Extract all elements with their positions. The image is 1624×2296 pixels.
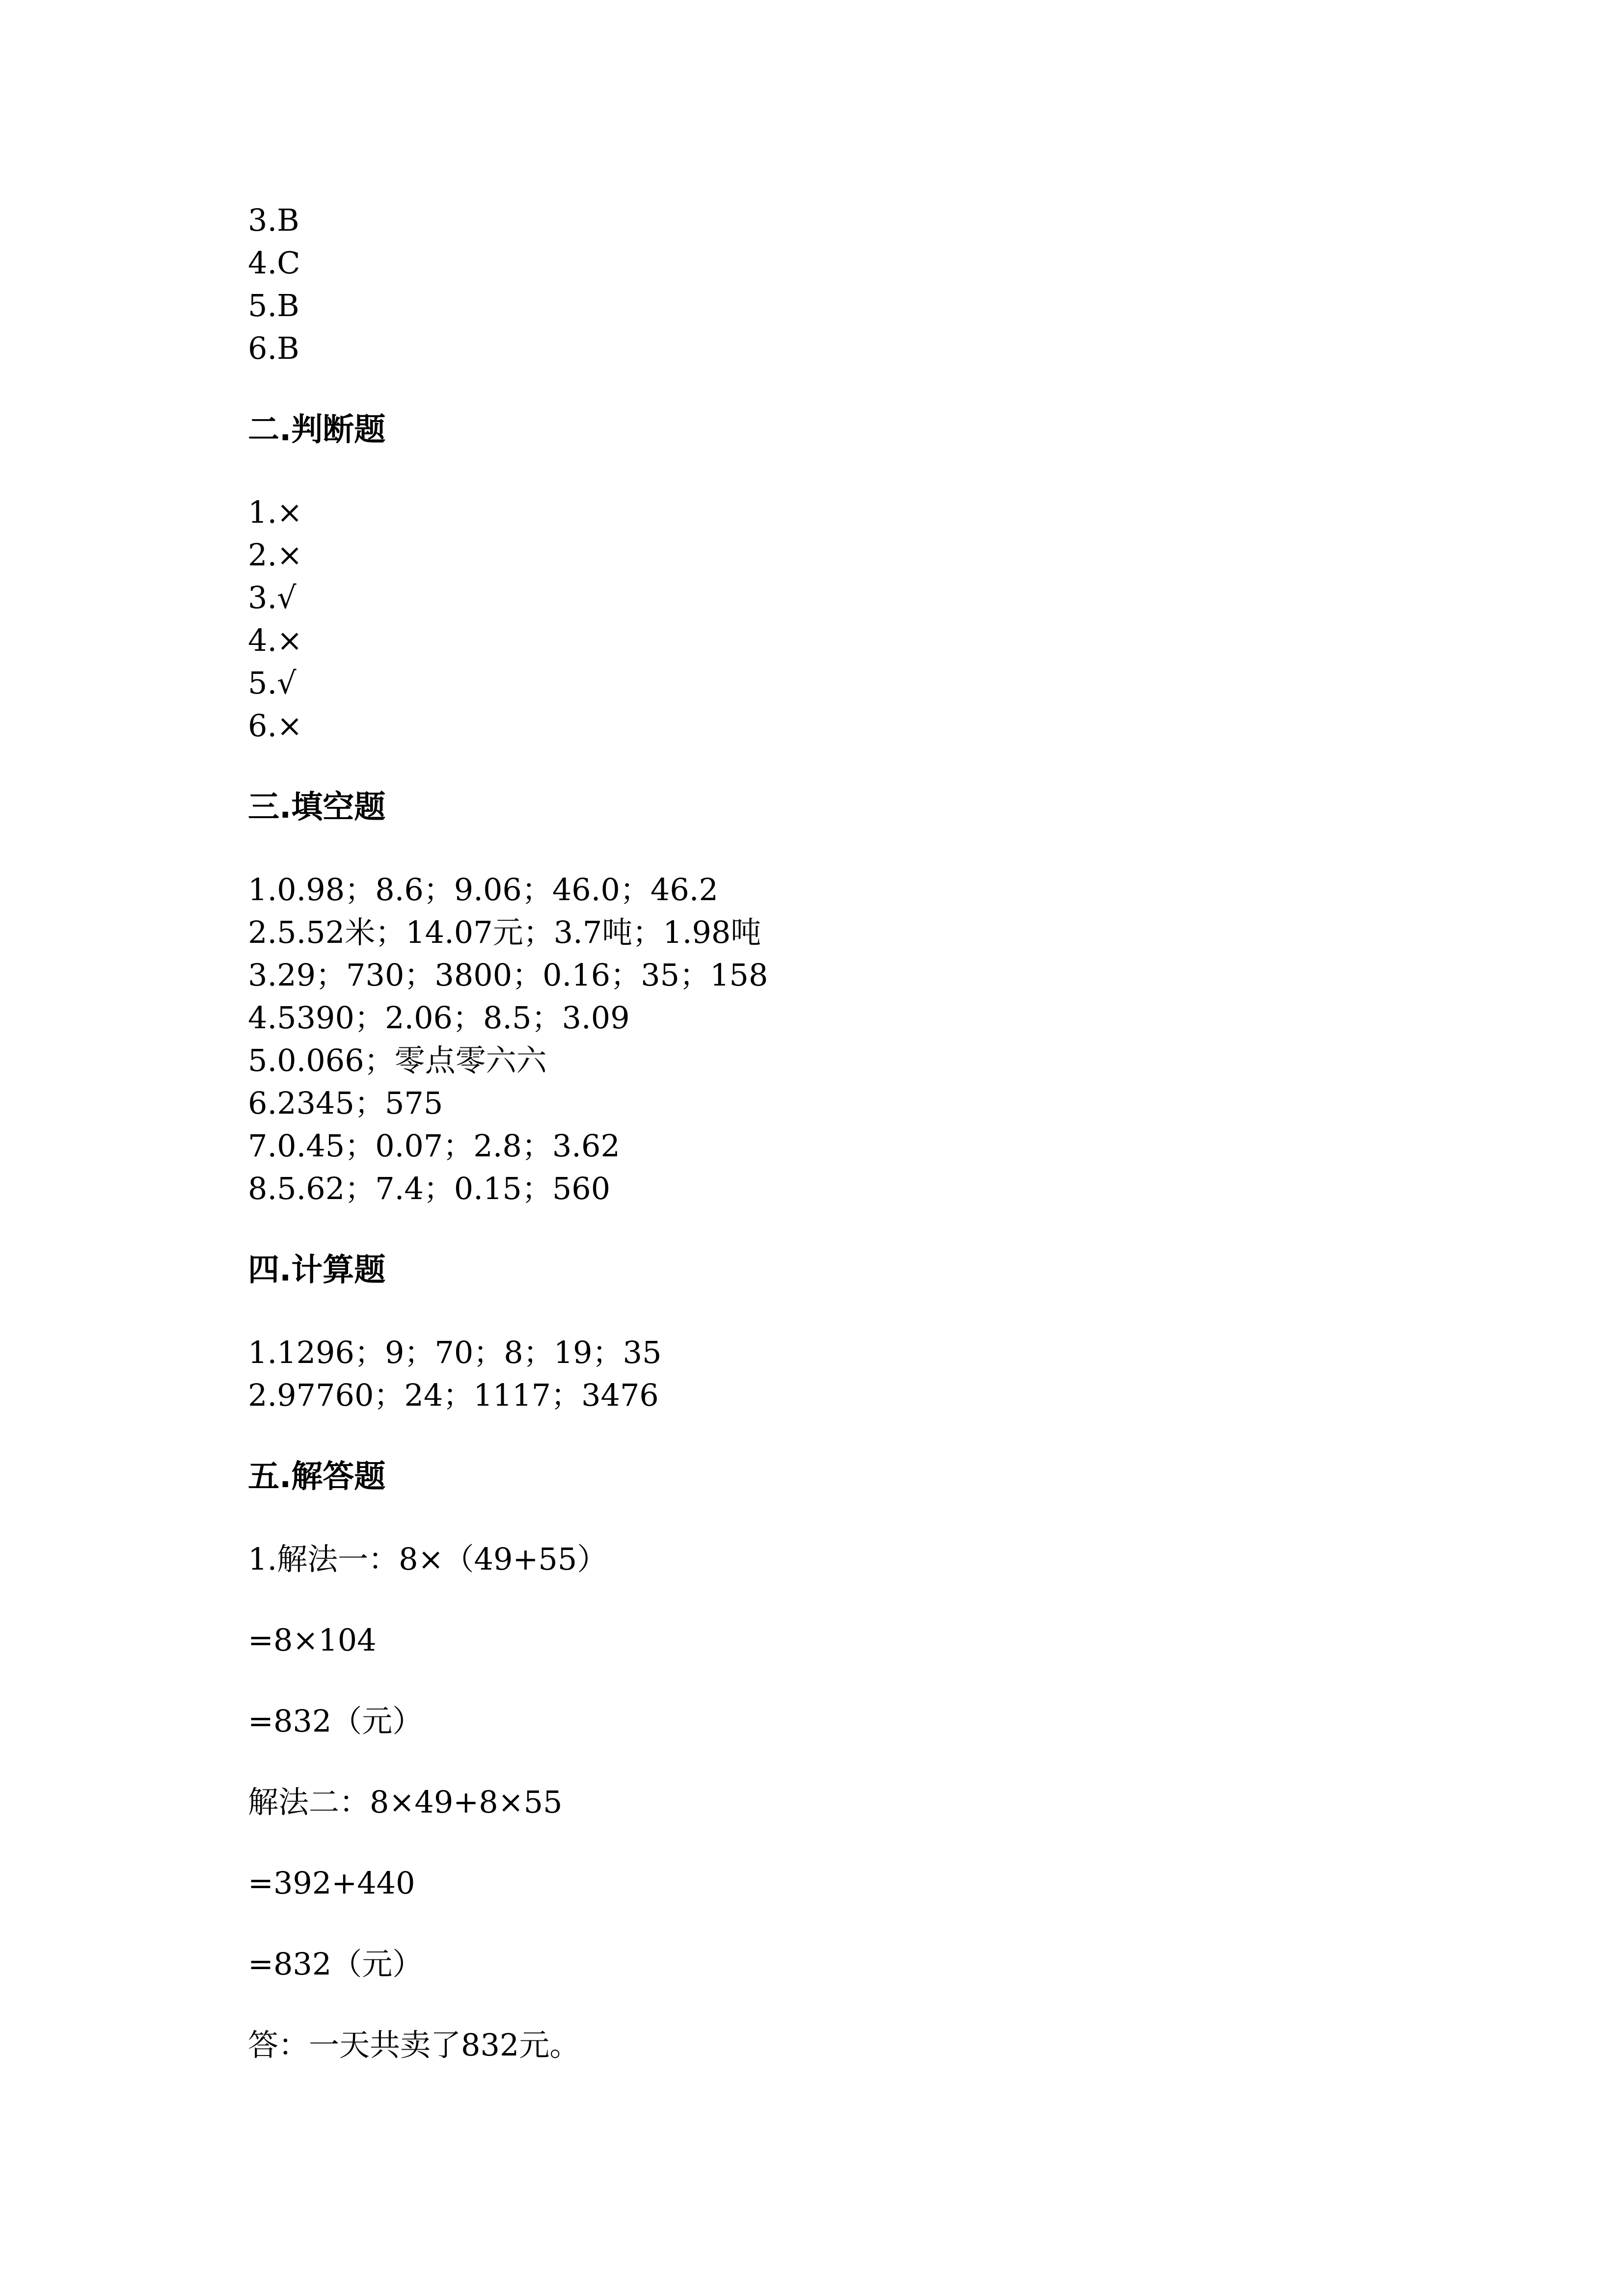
judgement-answer: 1.× <box>248 494 303 530</box>
fill-blank-answer: 6.2345；575 <box>248 1085 443 1121</box>
answer-content <box>248 199 1377 2066</box>
calculation-answer: 1.1296；9；70；8；19；35 <box>248 1335 662 1370</box>
judgement-answers-list <box>248 491 1377 747</box>
fill-blank-answer: 3.29；730；3800；0.16；35；158 <box>248 957 768 993</box>
judgement-answer: 4.× <box>248 622 303 658</box>
fill-blank-answer: 8.5.62；7.4；0.15；560 <box>248 1171 611 1206</box>
choice-answer: 6.B <box>248 330 299 366</box>
solution-line: =832（元） <box>248 1946 423 1982</box>
solution-line: 解法二：8×49+8×55 <box>248 1784 563 1820</box>
fill-blank-answer: 2.5.52米；14.07元；3.7吨；1.98吨 <box>248 914 761 950</box>
choice-answer: 3.B <box>248 202 299 238</box>
choice-answer: 4.C <box>248 245 300 281</box>
judgement-answer: 2.× <box>248 537 303 573</box>
fill-blank-answer: 4.5390；2.06；8.5；3.09 <box>248 1000 630 1036</box>
section-heading-fill-blank: 三.填空题 <box>248 789 386 826</box>
judgement-answer: 3.√ <box>248 580 297 615</box>
calculation-answers-list <box>248 1331 1377 1416</box>
fill-blank-answer: 7.0.45；0.07；2.8；3.62 <box>248 1128 620 1164</box>
word-problem-solution <box>248 1538 1377 2066</box>
solution-line: 1.解法一：8×（49+55） <box>248 1541 608 1577</box>
solution-answer-line: 答：一天共卖了832元。 <box>248 2027 580 2063</box>
section-heading-judgement: 二.判断题 <box>248 412 386 448</box>
judgement-answer: 5.√ <box>248 665 297 701</box>
solution-line: =392+440 <box>248 1865 415 1901</box>
fill-blank-answer: 5.0.066；零点零六六 <box>248 1042 547 1078</box>
choice-answer: 5.B <box>248 288 299 323</box>
choice-answers-list <box>248 199 1377 370</box>
judgement-answer: 6.× <box>248 708 303 744</box>
solution-line: =832（元） <box>248 1703 423 1739</box>
calculation-answer: 2.97760；24；1117；3476 <box>248 1377 659 1413</box>
fill-blank-answers-list <box>248 868 1377 1210</box>
section-heading-word-problems: 五.解答题 <box>248 1459 386 1495</box>
solution-line: =8×104 <box>248 1622 377 1658</box>
section-heading-calculation: 四.计算题 <box>248 1252 386 1288</box>
fill-blank-answer: 1.0.98；8.6；9.06；46.0；46.2 <box>248 872 718 908</box>
